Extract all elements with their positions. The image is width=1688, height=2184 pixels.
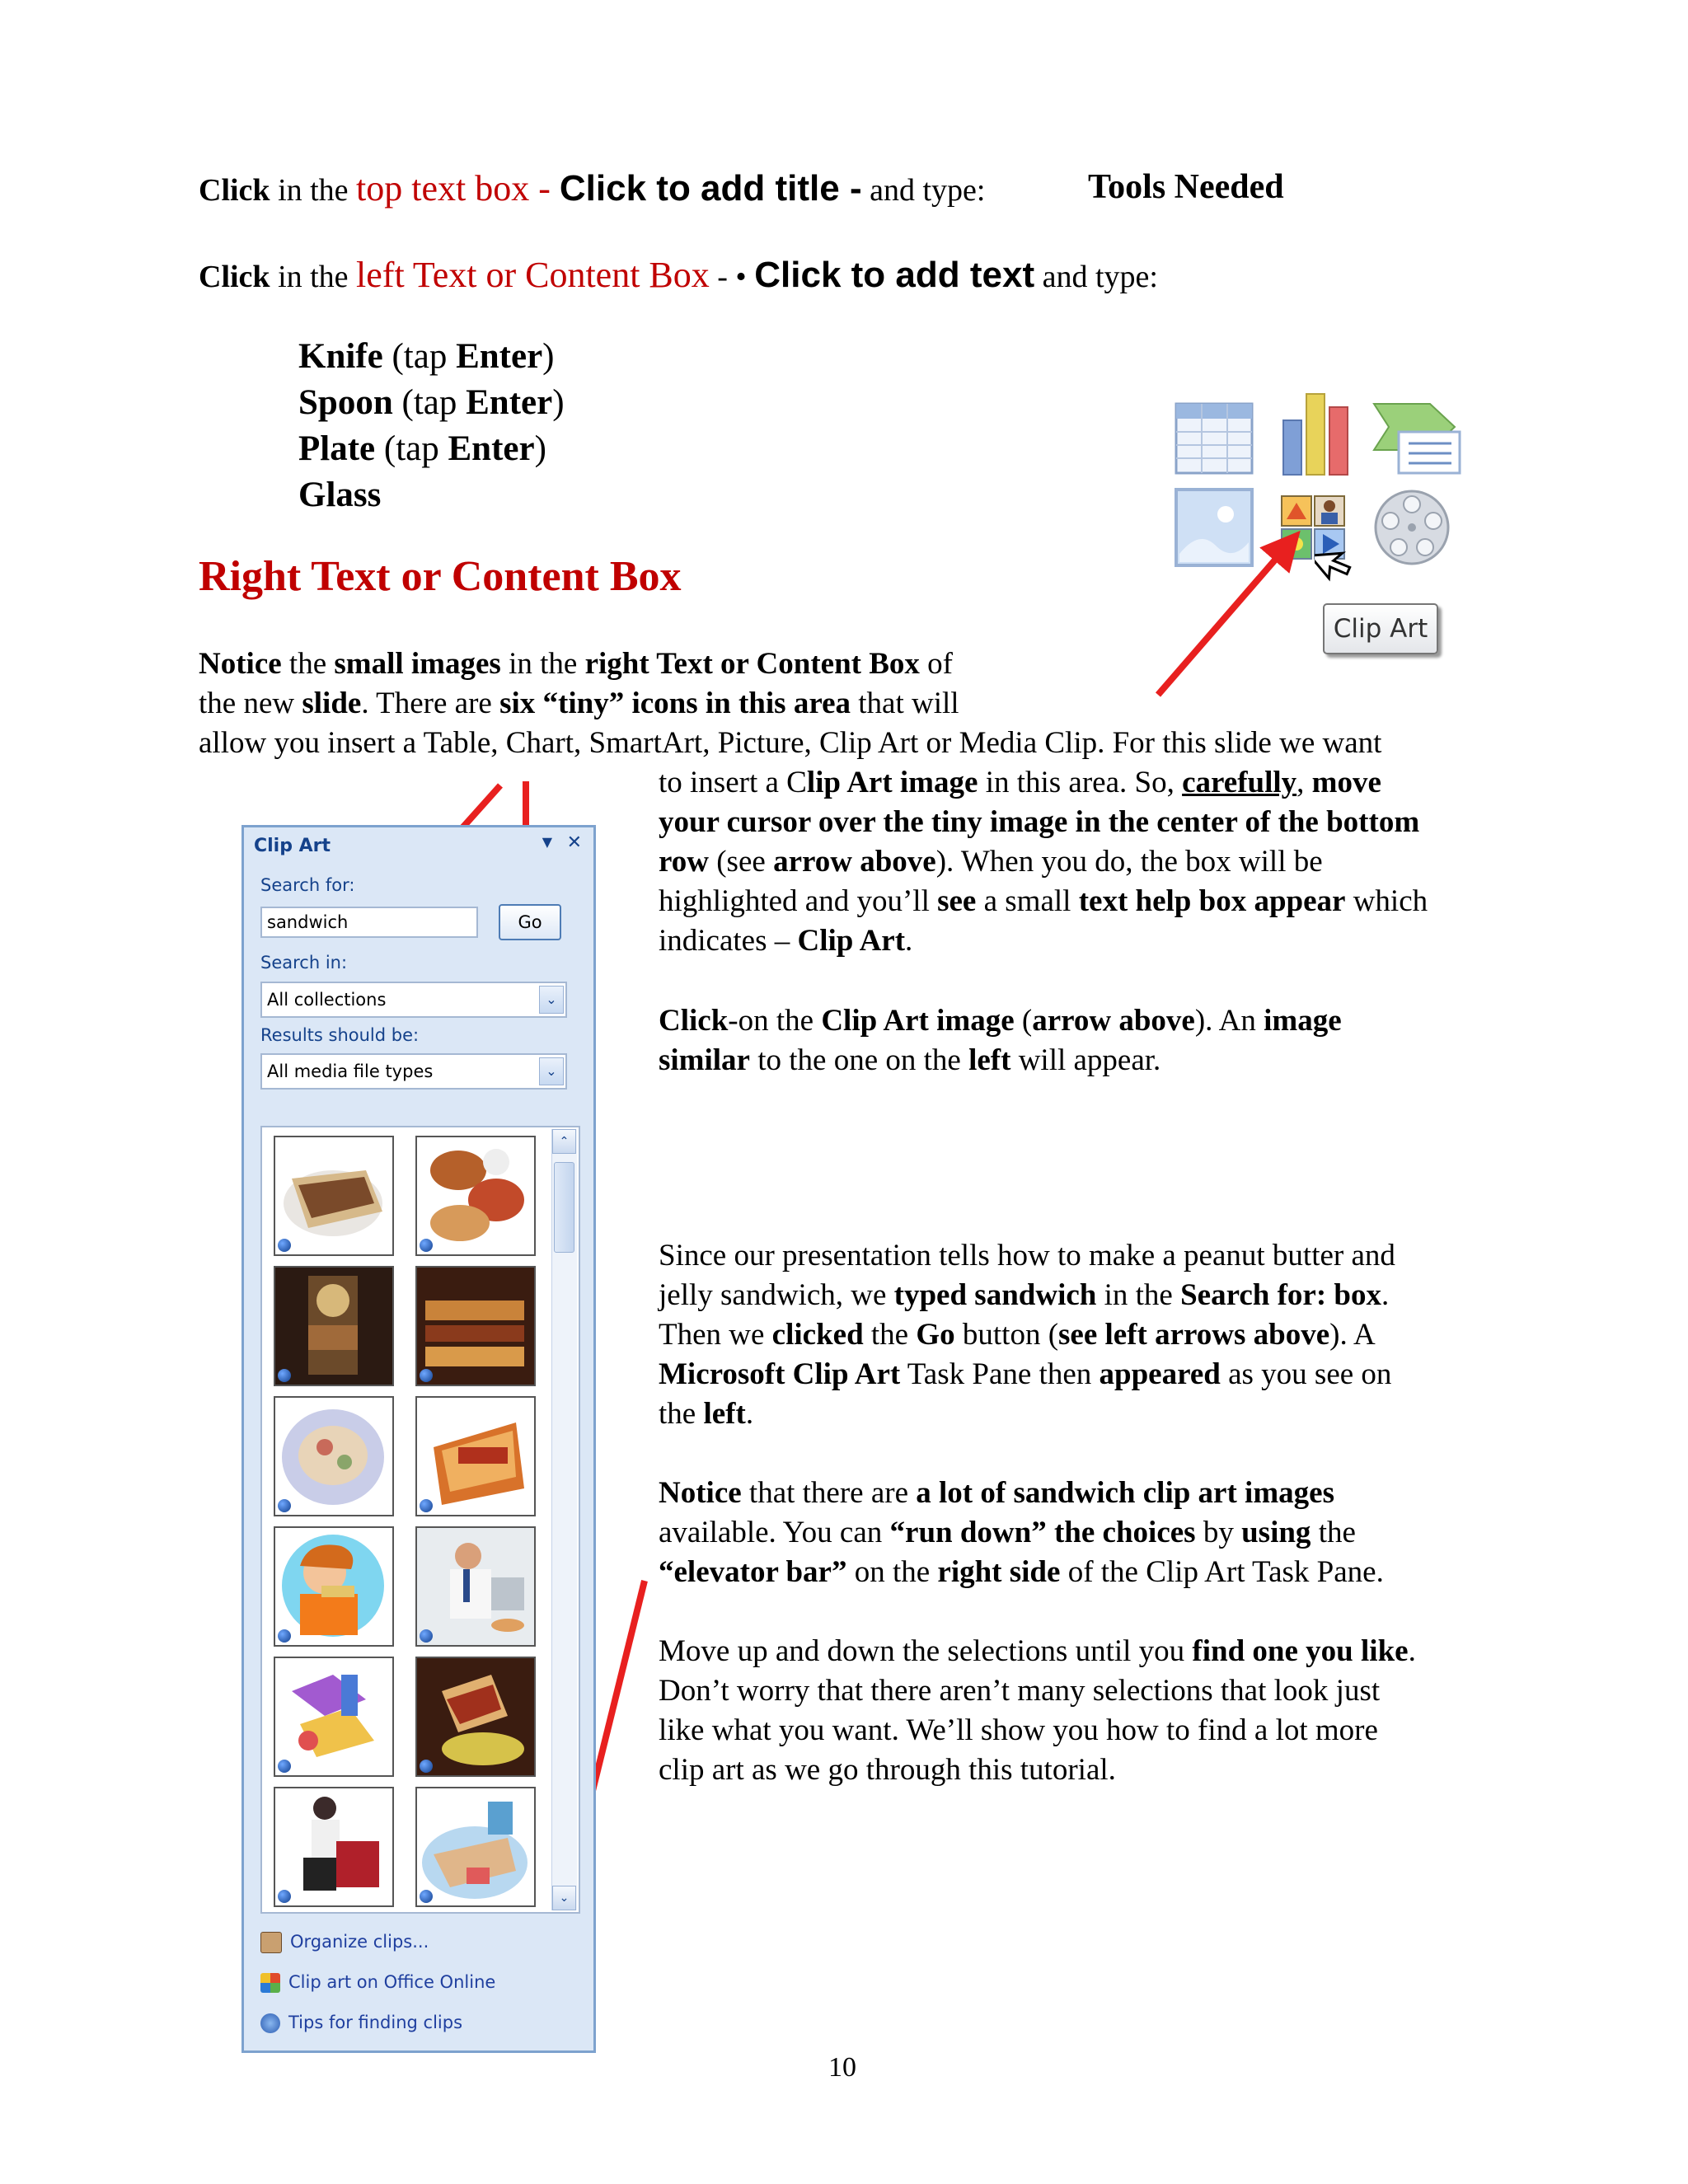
search-input[interactable]: sandwich — [260, 907, 478, 938]
section-heading: Right Text or Content Box — [199, 553, 682, 600]
chevron-down-icon[interactable]: ⌄ — [539, 986, 564, 1014]
clip-thumbnail[interactable] — [274, 1657, 394, 1777]
web-clip-icon — [278, 1629, 291, 1643]
clip-thumbnail[interactable] — [415, 1266, 536, 1386]
clip-thumbnail[interactable] — [415, 1787, 536, 1907]
clip-thumbnail[interactable] — [274, 1266, 394, 1386]
web-clip-icon — [278, 1760, 291, 1773]
selection-paragraph: Move up and down the selections until you find one you like. Don’t worry that there aren’t many selections that look just like what you want. We’ll show you how to find a lot more clip art as we go through this tutorial. — [659, 1634, 1416, 1787]
clip-thumbnail[interactable] — [274, 1787, 394, 1907]
web-clip-icon — [420, 1239, 433, 1252]
notice-paragraph: Notice the small images in the right Text or Content Box of the new slide. There are six “tiny” icons in this area that will allow you insert a Table, Chart, SmartArt, Picture, Clip Art or Media Clip. For this slide we want — [199, 647, 1382, 760]
list-item: Knife (tap Enter) — [298, 337, 555, 376]
text-placeholder-text: Click to add text — [754, 255, 1035, 295]
clip-results-list — [260, 1126, 580, 1914]
clip-thumbnail[interactable] — [274, 1396, 394, 1516]
clip-art-online-link[interactable]: Clip art on Office Online — [260, 1972, 495, 1993]
scroll-up-icon[interactable]: ⌃ — [552, 1129, 576, 1154]
list-item: Glass — [298, 476, 382, 514]
clip-art-task-pane — [241, 825, 596, 2053]
clip-thumbnail[interactable] — [274, 1136, 394, 1256]
scroll-down-icon[interactable]: ⌄ — [552, 1886, 576, 1910]
web-clip-icon — [420, 1369, 433, 1382]
instruction-line-title: Click in the top text box - Click to add title - and type: — [199, 168, 986, 209]
title-placeholder-text: Click to add title - — [559, 168, 862, 209]
clip-thumbnail[interactable] — [415, 1396, 536, 1516]
search-explanation: Since our presentation tells how to make a peanut butter and jelly sandwich, we typed sandwich in the Search for: box. Then we clicked the Go button (see left arrows above). A Microsoft Clip Art Task Pane then appeared as you see on the left. — [659, 1239, 1395, 1431]
clip-art-tooltip: Clip Art — [1323, 603, 1438, 654]
click-label: Click — [199, 173, 270, 208]
web-clip-icon — [278, 1369, 291, 1382]
organize-clips-icon — [260, 1932, 282, 1953]
typed-title-text: Tools Needed — [1088, 168, 1284, 206]
clip-thumbnail[interactable] — [415, 1136, 536, 1256]
web-clip-icon — [420, 1890, 433, 1903]
web-clip-icon — [278, 1499, 291, 1512]
organize-clips-link[interactable]: Organize clips... — [260, 1932, 429, 1953]
pane-menu-dropdown-icon[interactable]: ▼ — [542, 834, 552, 850]
web-clip-icon — [420, 1629, 433, 1643]
elevator-bar-paragraph: Notice that there are a lot of sandwich clip art images available. You can “run down” the choices by using the “elevator bar” on the right side of the Clip Art Task Pane. — [659, 1476, 1384, 1589]
office-online-icon — [260, 1973, 280, 1993]
list-item: Spoon (tap Enter) — [298, 383, 565, 422]
web-clip-icon — [420, 1499, 433, 1512]
results-scrollbar[interactable] — [551, 1129, 577, 1910]
scrollbar-thumb[interactable] — [554, 1162, 574, 1253]
web-clip-icon — [278, 1239, 291, 1252]
tips-link[interactable]: Tips for finding clips — [260, 2013, 462, 2033]
web-clip-icon — [420, 1760, 433, 1773]
search-in-label: Search in: — [260, 953, 348, 972]
clip-thumbnail[interactable] — [415, 1526, 536, 1647]
search-in-select[interactable]: All collections ⌄ — [260, 982, 567, 1018]
instruction-line-text: Click in the left Text or Content Box - • Click to add text and type: — [199, 255, 1158, 295]
left-content-box-label: left Text or Content Box — [356, 255, 710, 295]
web-clip-icon — [278, 1890, 291, 1903]
search-for-label: Search for: — [260, 875, 355, 895]
clip-thumbnail[interactable] — [274, 1526, 394, 1647]
help-icon — [260, 2013, 280, 2033]
top-text-box-label: top text box - — [356, 168, 560, 209]
pane-title: Clip Art — [254, 836, 331, 856]
go-button[interactable]: Go — [499, 904, 561, 940]
click-instructions: Click-on the Clip Art image (arrow above). An image similar to the one on the left will appear. — [659, 1004, 1342, 1077]
close-icon[interactable]: ✕ — [566, 832, 582, 853]
chevron-down-icon[interactable]: ⌄ — [539, 1057, 564, 1085]
clip-thumbnail[interactable] — [415, 1657, 536, 1777]
clip-art-instructions: to insert a Clip Art image in this area. So, carefully, move your cursor over the tiny image in the center of the bottom row (see arrow above). When you do, the box will be highlighted and you’ll see a small text help box appear which indicates – Clip Art. — [659, 766, 1428, 958]
results-type-select[interactable]: All media file types ⌄ — [260, 1053, 567, 1090]
results-should-be-label: Results should be: — [260, 1025, 420, 1045]
list-item: Plate (tap Enter) — [298, 429, 546, 468]
page-number: 10 — [828, 2052, 856, 2083]
